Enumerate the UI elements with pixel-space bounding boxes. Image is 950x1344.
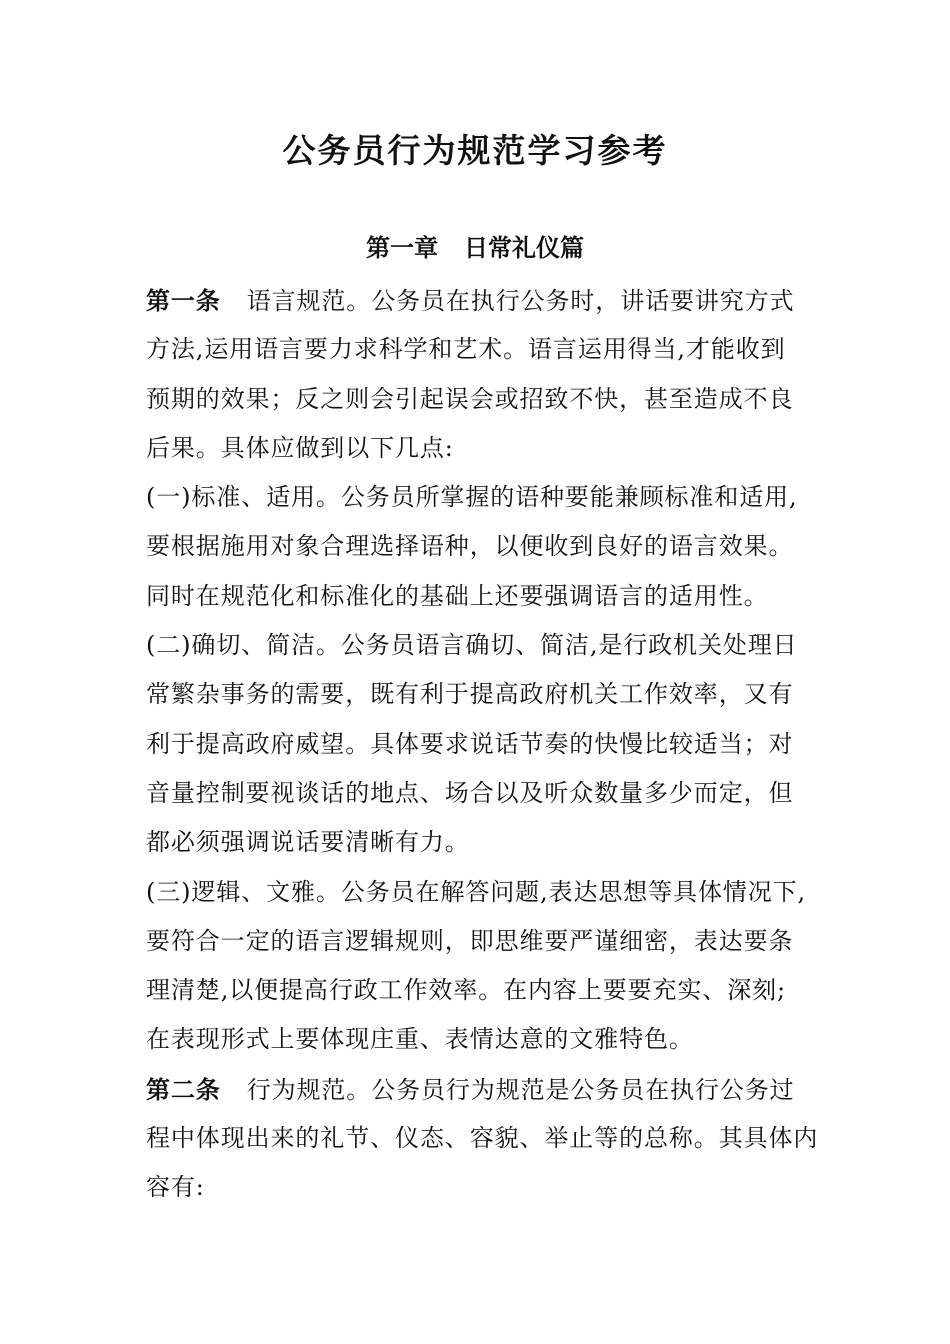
text-line — [146, 424, 836, 473]
article-label: 第一条 — [146, 286, 221, 315]
text-line — [146, 917, 836, 966]
text-line — [146, 473, 836, 522]
text-line — [146, 522, 836, 571]
line-text: 容有: — [146, 1173, 205, 1202]
text-line — [146, 572, 836, 621]
line-text: 程中体现出来的礼节、仪态、容貌、举止等的总称。其具体内 — [146, 1124, 819, 1153]
line-text: 预期的效果；反之则会引起误会或招致不快，甚至造成不良 — [146, 384, 794, 413]
line-text: (二)确切、简洁。公务员语言确切、简洁,是行政机关处理日 — [146, 631, 798, 660]
line-text: 常繁杂事务的需要，既有利于提高政府机关工作效率，又有 — [146, 680, 794, 709]
chapter-number: 第一章 — [366, 233, 438, 262]
text-line — [146, 375, 836, 424]
line-text: 在表现形式上要体现庄重、表情达意的文雅特色。 — [146, 1025, 694, 1054]
text-line — [146, 1065, 836, 1114]
text-line — [146, 818, 836, 867]
line-text: 音量控制要视谈话的地点、场合以及听众数量多少而定，但 — [146, 778, 794, 807]
document-title: 公务员行为规范学习参考 — [282, 131, 668, 170]
line-text: 都必须强调说话要清晰有力。 — [146, 828, 470, 857]
text-line — [146, 325, 836, 374]
line-text: 后果。具体应做到以下几点: — [146, 433, 454, 462]
text-line — [146, 670, 836, 719]
text-line — [146, 276, 836, 325]
line-text: 要符合一定的语言逻辑规则，即思维要严谨细密，表达要条 — [146, 926, 794, 955]
body-text — [146, 276, 836, 1213]
text-line — [146, 621, 836, 670]
line-text: 要根据施用对象合理选择语种，以便收到良好的语言效果。 — [146, 532, 794, 561]
line-text: 方法,运用语言要力求科学和艺术。语言运用得当,才能收到 — [146, 335, 786, 364]
text-line — [146, 1163, 836, 1212]
text-line — [146, 720, 836, 769]
text-line — [146, 1114, 836, 1163]
line-text: 行为规范。公务员行为规范是公务员在执行公务过 — [246, 1075, 795, 1104]
line-text: 理清楚,以便提高行政工作效率。在内容上要要充实、深刻; — [146, 976, 787, 1005]
line-text: (一)标准、适用。公务员所掌握的语种要能兼顾标准和适用, — [146, 483, 798, 512]
chapter-heading — [0, 230, 950, 266]
line-text: 利于提高政府威望。具体要求说话节奏的快慢比较适当；对 — [146, 729, 794, 758]
text-line — [146, 1015, 836, 1064]
text-line — [146, 769, 836, 818]
article-label: 第二条 — [146, 1074, 221, 1104]
line-text: (三)逻辑、文雅。公务员在解答问题,表达思想等具体情况下, — [146, 877, 807, 906]
text-line — [146, 966, 836, 1015]
line-text: 同时在规范化和标准化的基础上还要强调语言的适用性。 — [146, 581, 769, 610]
text-line — [146, 868, 836, 917]
line-text: 语言规范。公务员在执行公务时，讲话要讲究方式 — [246, 287, 795, 315]
chapter-name: 日常礼仪篇 — [464, 233, 584, 262]
